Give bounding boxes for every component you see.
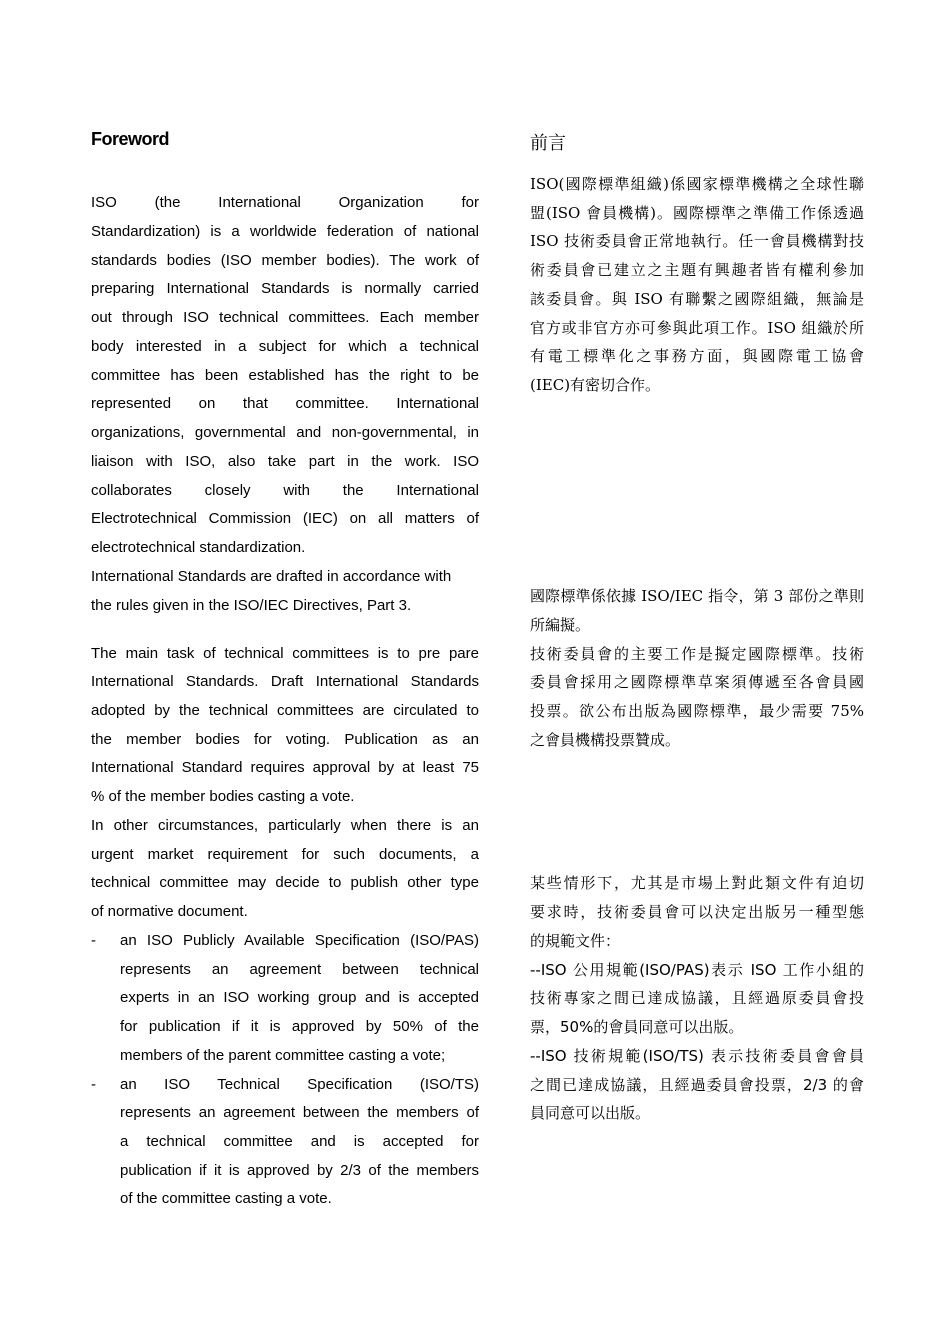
text-line: urgent market requirement for such documents, a xyxy=(91,846,479,863)
text-line: International Standards. Draft International Standards xyxy=(91,673,479,690)
text-line: International Standards are drafted in accordance with xyxy=(91,568,452,585)
text-line: the member bodies for voting. Publication as an xyxy=(91,731,479,748)
text-line: collaborates closely with the International xyxy=(91,482,479,499)
text-line: (IEC)有密切合作。 xyxy=(530,376,661,394)
text-line: 國際標準係依據 ISO/IEC 指令，第 3 部份之準則 xyxy=(530,587,864,605)
text-line: represents an agreement between technical xyxy=(120,961,479,978)
text-line: standards bodies (ISO member bodies). The work of xyxy=(91,252,479,269)
text-line: --ISO 公用規範(ISO/PAS)表示 ISO 工作小組的 xyxy=(530,961,864,979)
text-line: 某些情形下，尤其是市場上對此類文件有迫切 xyxy=(530,874,864,892)
text-line: out through ISO technical committees. Each member xyxy=(91,309,479,326)
foreword-heading-chinese: 前言 xyxy=(530,133,566,154)
text-line: In other circumstances, particularly when there is an xyxy=(91,817,479,834)
text-line: experts in an ISO working group and is accepted xyxy=(120,989,479,1006)
bullet-marker: - xyxy=(91,1076,96,1093)
text-line: The main task of technical committees is to pre pare xyxy=(91,645,479,662)
text-line: Electrotechnical Commission (IEC) on all matters of xyxy=(91,510,479,527)
text-line: Standardization) is a worldwide federation of national xyxy=(91,223,479,240)
foreword-heading: Foreword xyxy=(91,129,170,149)
text-line: 員同意可以出版。 xyxy=(530,1104,651,1122)
text-line: 委員會採用之國際標準草案須傳遞至各會員國 xyxy=(530,673,864,691)
text-line: an ISO Technical Specification (ISO/TS) xyxy=(120,1076,479,1093)
text-line: 技術委員會的主要工作是擬定國際標準。技術 xyxy=(530,645,864,663)
text-line: technical committee may decide to publish other type xyxy=(91,874,479,891)
text-line: 要求時，技術委員會可以決定出版另一種型態 xyxy=(530,903,864,921)
text-line: 投票。欲公布出版為國際標準，最少需要 75% xyxy=(530,702,864,720)
text-line: --ISO 技術規範(ISO/TS) 表示技術委員會會員 xyxy=(530,1047,864,1065)
text-line: publication if it is approved by 2/3 of the members xyxy=(120,1162,479,1179)
text-line: liaison with ISO, also take part in the work. ISO xyxy=(91,453,479,470)
text-line: International Standard requires approval by at least 75 xyxy=(91,759,479,776)
text-line: 所編擬。 xyxy=(530,616,591,634)
text-line: electrotechnical standardization. xyxy=(91,539,306,556)
text-line: ISO 技術委員會正常地執行。任一會員機構對技 xyxy=(530,232,864,250)
text-line: 之會員機構投票贊成。 xyxy=(530,731,681,749)
text-line: represents an agreement between the members of xyxy=(120,1104,479,1121)
text-line: the rules given in the ISO/IEC Directives, Part 3. xyxy=(91,597,412,614)
text-line: represented on that committee. International xyxy=(91,395,479,412)
text-line: adopted by the technical committees are circulated to xyxy=(91,702,479,719)
bullet-marker: - xyxy=(91,932,96,949)
text-line: of normative document. xyxy=(91,903,248,920)
text-line: 官方或非官方亦可參與此項工作。ISO 組織於所 xyxy=(530,319,864,337)
text-line: organizations, governmental and non-governmental, in xyxy=(91,424,479,441)
text-line: 的規範文件： xyxy=(530,932,621,950)
text-line: 票，50%的會員同意可以出版。 xyxy=(530,1018,744,1036)
text-line: 盟(ISO 會員機構)。國際標準之準備工作係透過 xyxy=(530,204,864,222)
text-line: an ISO Publicly Available Specification (ISO/PAS) xyxy=(120,932,479,949)
text-line: members of the parent committee casting a vote; xyxy=(120,1047,446,1064)
text-line: preparing International Standards is normally carried xyxy=(91,280,479,297)
text-line: % of the member bodies casting a vote. xyxy=(91,788,355,805)
text-line: for publication if it is approved by 50% of the xyxy=(120,1018,479,1035)
text-line: 技術專家之間已達成協議，且經過原委員會投 xyxy=(530,989,864,1007)
text-line: body interested in a subject for which a technical xyxy=(91,338,479,355)
text-line: of the committee casting a vote. xyxy=(120,1190,332,1207)
text-line: ISO(國際標準組織)係國家標準機構之全球性聯 xyxy=(530,175,864,193)
text-line: 有電工標準化之事務方面，與國際電工協會 xyxy=(530,347,864,365)
text-line: committee has been established has the right to be xyxy=(91,367,479,384)
text-line: a technical committee and is accepted for xyxy=(120,1133,479,1150)
text-line: 術委員會已建立之主題有興趣者皆有權利參加 xyxy=(530,261,864,279)
text-line: 之間已達成協議，且經過委員會投票，2/3 的會 xyxy=(530,1076,864,1094)
text-line: ISO (the International Organization for xyxy=(91,194,479,211)
text-line: 該委員會。與 ISO 有聯繫之國際組織，無論是 xyxy=(530,290,864,308)
